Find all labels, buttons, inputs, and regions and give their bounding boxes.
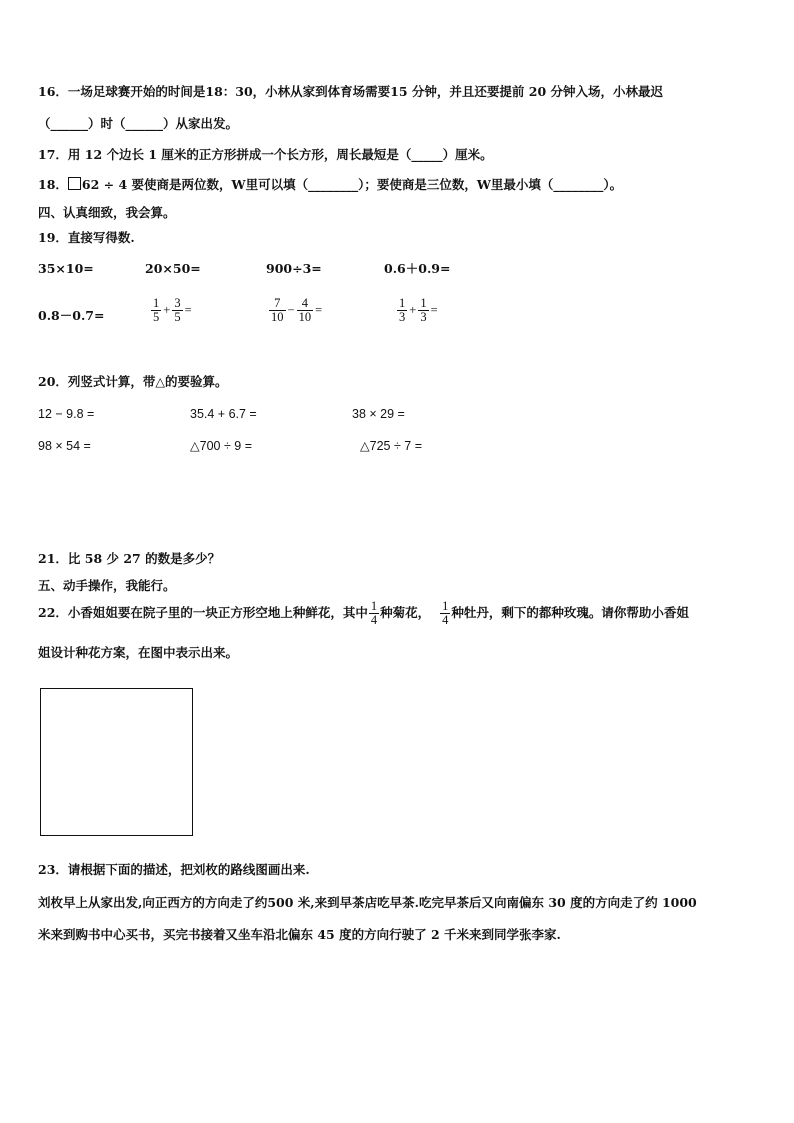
q16-line2: （______）时（______）从家出发。 <box>38 116 239 131</box>
q22-line2: 姐设计种花方案，在图中表示出来。 <box>38 645 239 660</box>
q23-line2: 米来到购书中心买书，买完书接着又坐车沿北偏东 45 度的方向行驶了 2 千米来到同学张李家. <box>38 927 561 942</box>
q20-title: 20．列竖式计算，带△的要验算。 <box>38 374 228 389</box>
section4-heading: 四、认真细致，我会算。 <box>38 205 176 220</box>
q19-fraction-expr-2 <box>268 297 323 324</box>
operator: − <box>287 303 295 317</box>
numerator: 4 <box>297 297 314 311</box>
fraction <box>369 600 379 627</box>
fraction <box>397 297 407 324</box>
equals: = <box>430 303 438 317</box>
denominator: 3 <box>420 310 427 324</box>
q19-fraction-expr-1 <box>150 297 193 324</box>
q22-text-part1: 22．小香姐姐要在院子里的一块正方形空地上种鲜花，其中 <box>38 605 368 620</box>
drawing-square <box>40 688 193 836</box>
equals: = <box>315 303 323 317</box>
denominator: 10 <box>298 310 312 324</box>
q23-line1: 刘枚早上从家出发,向正西方的方向走了约500 米,来到早茶店吃早茶.吃完早茶后又向南偏东 30 度的方向走了约 1000 <box>38 895 697 910</box>
q22-text-part2: 种菊花， <box>380 605 431 620</box>
q20-item-6: △725 ÷ 7 = <box>360 439 422 453</box>
q19-item-4: 0.6＋0.9= <box>384 261 451 276</box>
numerator: 1 <box>370 599 378 613</box>
fraction <box>297 297 314 324</box>
denominator: 4 <box>370 613 378 627</box>
blank-square-icon <box>68 177 81 190</box>
numerator: 7 <box>269 297 286 311</box>
fraction <box>269 297 286 324</box>
denominator: 10 <box>271 310 284 324</box>
q20-item-4: 98 × 54 = <box>38 439 91 453</box>
q18-rest: 62 ÷ 4 要使商是两位数，W里可以填（________）；要使商是三位数，W里最小填（________）。 <box>81 177 623 192</box>
q17-text: 17．用 12 个边长 1 厘米的正方形拼成一个长方形，周长最短是（_____）厘米。 <box>38 147 493 162</box>
numerator: 1 <box>442 599 449 613</box>
fraction <box>440 600 450 627</box>
q19-item-1: 35×10= <box>38 261 94 276</box>
q20-item-3: 38 × 29 = <box>352 407 405 421</box>
denominator: 3 <box>399 310 406 324</box>
fraction <box>172 297 182 324</box>
q20-item-1: 12 − 9.8 = <box>38 407 95 421</box>
denominator: 5 <box>174 310 181 324</box>
q18-text <box>38 177 622 193</box>
section5-heading: 五、动手操作，我能行。 <box>38 578 176 593</box>
q18-prefix: 18． <box>38 177 68 192</box>
equals: = <box>184 303 192 317</box>
q19-item-2: 20×50= <box>145 261 201 276</box>
operator: + <box>409 303 417 317</box>
denominator: 4 <box>442 613 449 627</box>
q19-title: 19．直接写得数. <box>38 230 135 245</box>
operator: + <box>163 303 171 317</box>
q19-item-5: 0.8－0.7= <box>38 308 105 323</box>
fraction <box>418 297 428 324</box>
q23-title: 23．请根据下面的描述，把刘枚的路线图画出来. <box>38 862 310 877</box>
q16-line1: 16．一场足球赛开始的时间是18：30，小林从家到体育场需要15 分钟，并且还要提前 20 分钟入场，小林最迟 <box>38 84 664 99</box>
q20-item-2: 35.4 + 6.7 = <box>190 407 257 421</box>
q19-fraction-expr-3 <box>396 297 439 324</box>
numerator: 1 <box>420 296 427 310</box>
fraction <box>151 297 161 324</box>
numerator: 1 <box>153 296 160 310</box>
numerator: 1 <box>399 296 406 310</box>
q22-text-part3: 种牡丹，剩下的都种玫瑰。请你帮助小香姐 <box>451 605 689 620</box>
q22-line1 <box>38 600 689 627</box>
q21-text: 21．比 58 少 27 的数是多少？ <box>38 551 221 566</box>
numerator: 3 <box>174 296 181 310</box>
denominator: 5 <box>153 310 160 324</box>
q20-item-5: △700 ÷ 9 = <box>190 439 252 453</box>
q19-item-3: 900÷3= <box>266 261 322 276</box>
